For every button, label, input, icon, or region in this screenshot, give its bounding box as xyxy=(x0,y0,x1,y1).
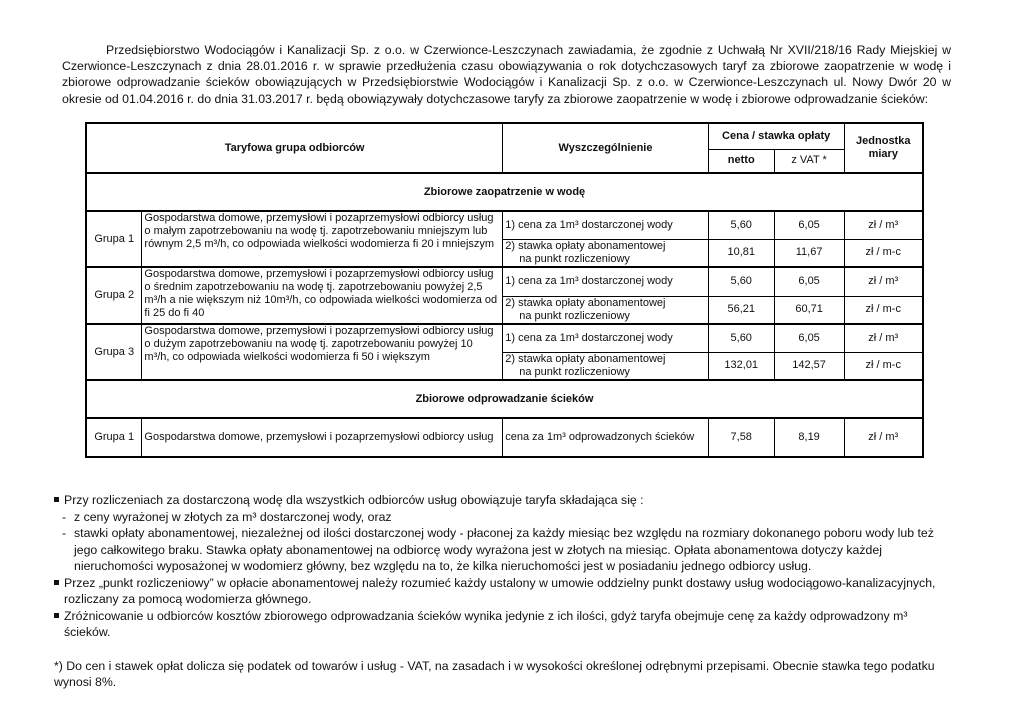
group-3-row-2-label-a: 2) stawka opłaty abonamentowej xyxy=(505,352,666,365)
vat-footnote-text: *) Do cen i stawek opłat dolicza się podatek od towarów i usług - VAT, na zasadach i w wysokości określonej odrębnymi przepisami. Obecnie stawka tego podatku wynosi 8%. xyxy=(54,658,935,689)
square-bullet-icon xyxy=(54,497,59,502)
header-price: Cena / stawka opłaty xyxy=(708,123,844,149)
note-dash-2 xyxy=(54,525,954,575)
group-3-row-2-label xyxy=(503,352,709,380)
group-1-row-2-label xyxy=(503,239,709,267)
sewage-vat: 8,19 xyxy=(774,418,844,457)
note-bullet-2 xyxy=(54,575,954,608)
note-dash-1 xyxy=(54,509,954,526)
group-3-row-2-label-b: na punkt rozliczeniowy xyxy=(519,365,630,378)
group-3-name: Grupa 3 xyxy=(86,324,142,380)
header-vat: z VAT * xyxy=(774,149,844,173)
group-1-row-2-label-b: na punkt rozliczeniowy xyxy=(519,252,630,265)
group-1-row-2-label-a: 2) stawka opłaty abonamentowej xyxy=(505,239,666,252)
note-bullet-3-text: Zróżnicowanie u odbiorców kosztów zbiorowego odprowadzania ścieków wynika jedynie z ich ilości, gdyż taryfa obejmuje cenę za każdy odprowadzony m³ ścieków. xyxy=(64,608,908,639)
header-group: Taryfowa grupa odbiorców xyxy=(86,123,503,173)
group-2-row-2-label-a: 2) stawka opłaty abonamentowej xyxy=(505,296,666,309)
sewage-unit: zł / m³ xyxy=(844,418,923,457)
notes-section xyxy=(54,492,954,691)
group-2-name: Grupa 2 xyxy=(86,267,142,324)
intro-paragraph xyxy=(62,42,951,107)
group-1-row-2-netto: 10,81 xyxy=(708,239,774,267)
note-dash-1-text: z ceny wyrażonej w złotych za m³ dostarczonej wody, oraz xyxy=(74,509,392,524)
section-water: Zbiorowe zaopatrzenie w wodę xyxy=(86,173,923,211)
header-netto: netto xyxy=(708,149,774,173)
square-bullet-icon xyxy=(54,580,59,585)
square-bullet-icon xyxy=(54,613,59,618)
sewage-desc: Gospodarstwa domowe, przemysłowi i pozaprzemysłowi odbiorcy usług xyxy=(142,418,503,457)
group-2-row-2-vat: 60,71 xyxy=(774,296,844,324)
group-3-row-1-vat: 6,05 xyxy=(774,324,844,352)
group-1-desc: Gospodarstwa domowe, przemysłowi i pozaprzemysłowi odbiorcy usług o małym zapotrzebowaniu na wodę tj. zapotrzebowaniu mniejszym lub równym 2,5 m³/h, co odpowiada wielkości wodomierza fi 20 i mniejszym xyxy=(142,211,503,267)
group-1-row-1-label: 1) cena za 1m³ dostarczonej wody xyxy=(503,211,709,239)
group-2-row-1-unit: zł / m³ xyxy=(844,267,923,296)
section-sewage: Zbiorowe odprowadzanie ścieków xyxy=(86,380,923,418)
group-2-row-1-netto: 5,60 xyxy=(708,267,774,296)
intro-text: Przedsiębiorstwo Wodociągów i Kanalizacji Sp. z o.o. w Czerwionce-Leszczynach zawiadamia, że zgodnie z Uchwałą Nr XVII/218/16 Rady Miejskiej w Czerwionce-Leszczynach z dnia 28.01.2016 r. w sprawie przedłużenia czasu obowiązywania o rok dotychczasowych taryf za zbiorowe zaopatrzenie w wodę i zbiorowe odprowadzanie ścieków obowiązujących w Przedsiębiorstwie Wodociągów i Kanalizacji Sp. z o.o. w Czerwionce-Leszczynach ul. Nowy Dwór 20 w okresie od 01.04.2016 r. do dnia 31.03.2017 r. będą obowiązywały dotychczasowe taryfy za zbiorowe zaopatrzenie w wodę i zbiorowe odprowadzanie ścieków: xyxy=(62,43,951,106)
sewage-label: cena za 1m³ odprowadzonych ścieków xyxy=(503,418,709,457)
group-2-row-2-unit: zł / m-c xyxy=(844,296,923,324)
group-3-desc: Gospodarstwa domowe, przemysłowi i pozaprzemysłowi odbiorcy usług o dużym zapotrzebowaniu na wodę tj. zapotrzebowaniu powyżej 10 m³/h, co odpowiada wielkości wodomierza fi 50 i większym xyxy=(142,324,503,380)
note-bullet-3 xyxy=(54,608,954,641)
group-1-name: Grupa 1 xyxy=(86,211,142,267)
tariff-table xyxy=(85,122,924,458)
dash-icon: - xyxy=(62,526,67,540)
header-unit: Jednostka miary xyxy=(844,123,923,173)
group-3-row-2-netto: 132,01 xyxy=(708,352,774,380)
group-2-row-1-label: 1) cena za 1m³ dostarczonej wody xyxy=(503,267,709,296)
group-2-row-2-netto: 56,21 xyxy=(708,296,774,324)
note-dash-2-text: stawki opłaty abonamentowej, niezależnej od ilości dostarczonej wody - płaconej za każdy miesiąc bez względu na rozmiary dokonanego poboru wody lub też jego całkowitego braku. Stawka opłaty abonamentowej na odbiorcę wody wyrażona jest w złotych na miesiąc. Opłata abonamentowa dotyczy każdej nieruchomości wyposażonej w wodomierz główny, bez względu na to, że kilka nieruchomości jest w posiadaniu jednego odbiorcy usług. xyxy=(74,526,934,573)
note-bullet-2-text: Przez „punkt rozliczeniowy” w opłacie abonamentowej należy rozumieć każdy ustalony w umowie oddzielny punkt dostawy usług wodociągowo-kanalizacyjnych, rozliczany za pomocą wodomierza głównego. xyxy=(64,575,936,606)
group-3-row-1-label: 1) cena za 1m³ dostarczonej wody xyxy=(503,324,709,352)
dash-icon: - xyxy=(62,509,67,524)
note-bullet-1 xyxy=(54,492,954,509)
group-3-row-1-netto: 5,60 xyxy=(708,324,774,352)
group-2-row-1-vat: 6,05 xyxy=(774,267,844,296)
group-1-row-1-unit: zł / m³ xyxy=(844,211,923,239)
note-bullet-1-text: Przy rozliczeniach za dostarczoną wodę dla wszystkich odbiorców usług obowiązuje taryfa składająca się : xyxy=(64,493,644,507)
group-3-row-2-unit: zł / m-c xyxy=(844,352,923,380)
vat-footnote xyxy=(54,658,954,691)
group-3-row-1-unit: zł / m³ xyxy=(844,324,923,352)
sewage-netto: 7,58 xyxy=(708,418,774,457)
group-3-row-2-vat: 142,57 xyxy=(774,352,844,380)
group-1-row-1-vat: 6,05 xyxy=(774,211,844,239)
group-2-row-2-label-b: na punkt rozliczeniowy xyxy=(519,309,630,322)
group-1-row-2-unit: zł / m-c xyxy=(844,239,923,267)
sewage-group-name: Grupa 1 xyxy=(86,418,142,457)
group-2-desc: Gospodarstwa domowe, przemysłowi i pozaprzemysłowi odbiorcy usług o średnim zapotrzebowaniu na wodę tj. zapotrzebowaniu powyżej 2,5 m³/h a nie większym niż 10m³/h, co odpowiada wielkości wodomierza od fi 25 do fi 40 xyxy=(142,267,503,324)
group-2-row-2-label xyxy=(503,296,709,324)
group-1-row-1-netto: 5,60 xyxy=(708,211,774,239)
header-spec: Wyszczególnienie xyxy=(503,123,709,173)
group-1-row-2-vat: 11,67 xyxy=(774,239,844,267)
